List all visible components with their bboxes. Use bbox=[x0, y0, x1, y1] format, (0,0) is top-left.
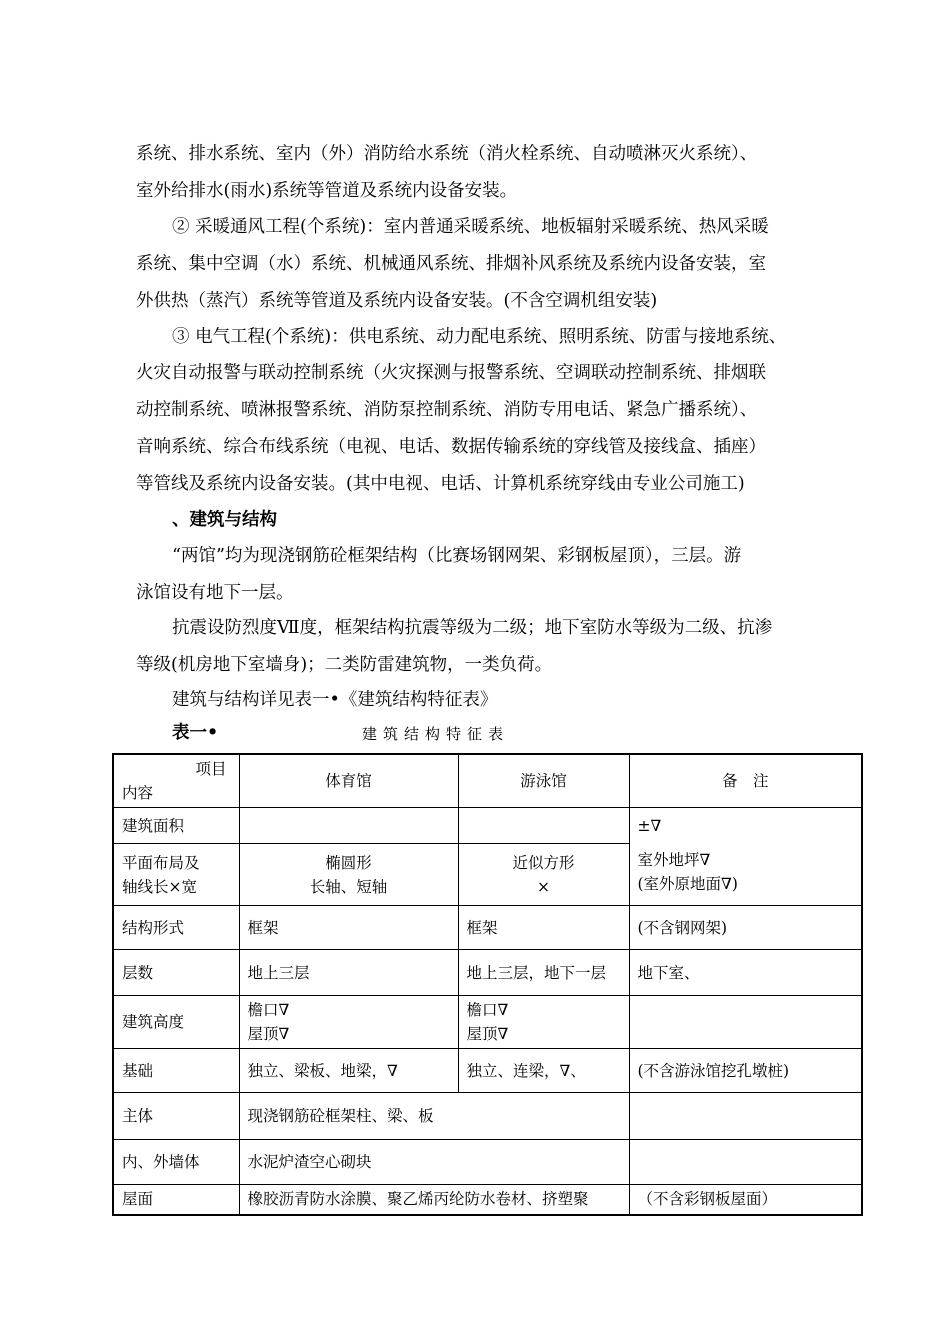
cell-line: 檐口∇ bbox=[466, 1001, 509, 1019]
row-label: 屋面 bbox=[113, 1185, 239, 1215]
cell-line: 屋顶∇ bbox=[466, 1025, 509, 1043]
paragraph-line: 抗震设防烈度Ⅶ度，框架结构抗震等级为二级；地下室防水等级为二级、抗渗 bbox=[172, 618, 773, 638]
paragraph-line: 外供热（蒸汽）系统等管道及系统内设备安装。(不含空调机组安装) bbox=[136, 291, 658, 311]
table-cell: 地上三层 bbox=[239, 950, 458, 996]
paragraph-line: 等级(机房地下室墙身)；二类防雷建筑物，一类负荷。 bbox=[136, 655, 553, 675]
building-structure-table bbox=[112, 753, 863, 1216]
table-cell: 框架 bbox=[458, 906, 629, 950]
row-label: 结构形式 bbox=[113, 906, 239, 950]
table-cell: 独立、梁板、地梁，∇ bbox=[239, 1049, 458, 1093]
table-row bbox=[113, 950, 862, 996]
table-cell bbox=[239, 844, 458, 906]
table-cell: (不含钢网架) bbox=[629, 906, 862, 950]
row-label bbox=[113, 844, 239, 906]
row-label-line: 平面布局及 bbox=[122, 853, 200, 872]
row-label: 建筑高度 bbox=[113, 996, 239, 1049]
paragraph-line: 音响系统、综合布线系统（电视、电话、数据传输系统的穿线管及接线盒、插座） bbox=[136, 437, 766, 457]
cell-line: 檐口∇ bbox=[247, 1001, 290, 1019]
header-corner-cell bbox=[113, 754, 239, 808]
table-row bbox=[113, 906, 862, 950]
paragraph-line: 系统、集中空调（水）系统、机械通风系统、排烟补风系统及系统内设备安装，室 bbox=[136, 254, 766, 274]
table-cell bbox=[458, 844, 629, 906]
table-row bbox=[113, 996, 862, 1049]
header-note: 备 注 bbox=[629, 754, 862, 808]
table-cell: 现浇钢筋砼框架柱、梁、板 bbox=[239, 1093, 629, 1140]
table-cell bbox=[458, 808, 629, 844]
row-label-line: 轴线长×宽 bbox=[122, 877, 197, 896]
table-row bbox=[113, 808, 862, 844]
table-cell: (不含游泳馆挖孔墩桩) bbox=[629, 1049, 862, 1093]
table-header-row bbox=[113, 754, 862, 808]
header-corner-top: 项目 bbox=[195, 760, 227, 778]
paragraph-line: “两馆”均为现浇钢筋砼框架结构（比赛场钢网架、彩钢板屋顶），三层。游 bbox=[172, 546, 742, 566]
table-cell: 橡胶沥青防水涂膜、聚乙烯丙纶防水卷材、挤塑聚 bbox=[239, 1185, 629, 1215]
merged-note-cell bbox=[629, 808, 862, 906]
row-label: 主体 bbox=[113, 1093, 239, 1140]
table-cell bbox=[458, 996, 629, 1049]
table-cell bbox=[629, 1093, 862, 1140]
table-row bbox=[113, 1093, 862, 1140]
paragraph-line: 等管线及系统内设备安装。(其中电视、电话、计算机系统穿线由专业公司施工) bbox=[136, 474, 745, 494]
paragraph-line: ③ 电气工程(个系统)：供电系统、动力配电系统、照明系统、防雷与接地系统、 bbox=[172, 327, 787, 347]
table-cell bbox=[239, 808, 458, 844]
table-row bbox=[113, 1140, 862, 1185]
header-gym: 体育馆 bbox=[239, 754, 458, 808]
table-title: 建筑结构特征表 bbox=[362, 725, 510, 743]
table-row bbox=[113, 1185, 862, 1215]
table-cell: 框架 bbox=[239, 906, 458, 950]
paragraph-line: 火灾自动报警与联动控制系统（火灾探测与报警系统、空调联动控制系统、排烟联 bbox=[136, 363, 766, 383]
paragraph-line: 动控制系统、喷淋报警系统、消防泵控制系统、消防专用电话、紧急广播系统）、 bbox=[136, 400, 758, 420]
paragraph-line: 泳馆设有地下一层。 bbox=[136, 583, 294, 603]
paragraph-line: 系统、排水系统、室内（外）消防给水系统（消火栓系统、自动喷淋灭火系统）、 bbox=[136, 144, 758, 164]
row-label: 基础 bbox=[113, 1049, 239, 1093]
row-label: 内、外墙体 bbox=[113, 1140, 239, 1185]
table-cell: 地上三层，地下一层 bbox=[458, 950, 629, 996]
table-row bbox=[113, 1049, 862, 1093]
section-heading: 、建筑与结构 bbox=[172, 510, 277, 530]
table-cell: （不含彩钢板屋面） bbox=[629, 1185, 862, 1215]
cell-line: × bbox=[537, 877, 550, 896]
table-cell: 水泥炉渣空心砌块 bbox=[239, 1140, 629, 1185]
note-line: ±∇ bbox=[637, 817, 662, 835]
table-cell: 独立、连梁，∇、 bbox=[458, 1049, 629, 1093]
table-cell: 地下室、 bbox=[629, 950, 862, 996]
table-cell bbox=[629, 1140, 862, 1185]
header-corner-bottom: 内容 bbox=[122, 784, 154, 802]
table-label: 表一• bbox=[172, 723, 219, 743]
cell-line: 椭圆形 bbox=[325, 853, 372, 872]
cell-line: 长轴、短轴 bbox=[309, 877, 388, 896]
cell-line: 近似方形 bbox=[512, 853, 575, 872]
header-pool: 游泳馆 bbox=[458, 754, 629, 808]
note-line: 室外地坪∇ bbox=[637, 851, 711, 869]
paragraph-line: ② 采暖通风工程(个系统)：室内普通采暖系统、地板辐射采暖系统、热风采暖 bbox=[172, 217, 769, 237]
paragraph-line: 建筑与结构详见表一•《建筑结构特征表》 bbox=[172, 690, 498, 710]
row-label: 层数 bbox=[113, 950, 239, 996]
cell-line: 屋顶∇ bbox=[247, 1025, 290, 1043]
paragraph-line: 室外给排水(雨水)系统等管道及系统内设备安装。 bbox=[136, 181, 518, 201]
table-cell bbox=[629, 996, 862, 1049]
note-line: (室外原地面∇) bbox=[637, 875, 738, 893]
table-cell bbox=[239, 996, 458, 1049]
row-label: 建筑面积 bbox=[113, 808, 239, 844]
